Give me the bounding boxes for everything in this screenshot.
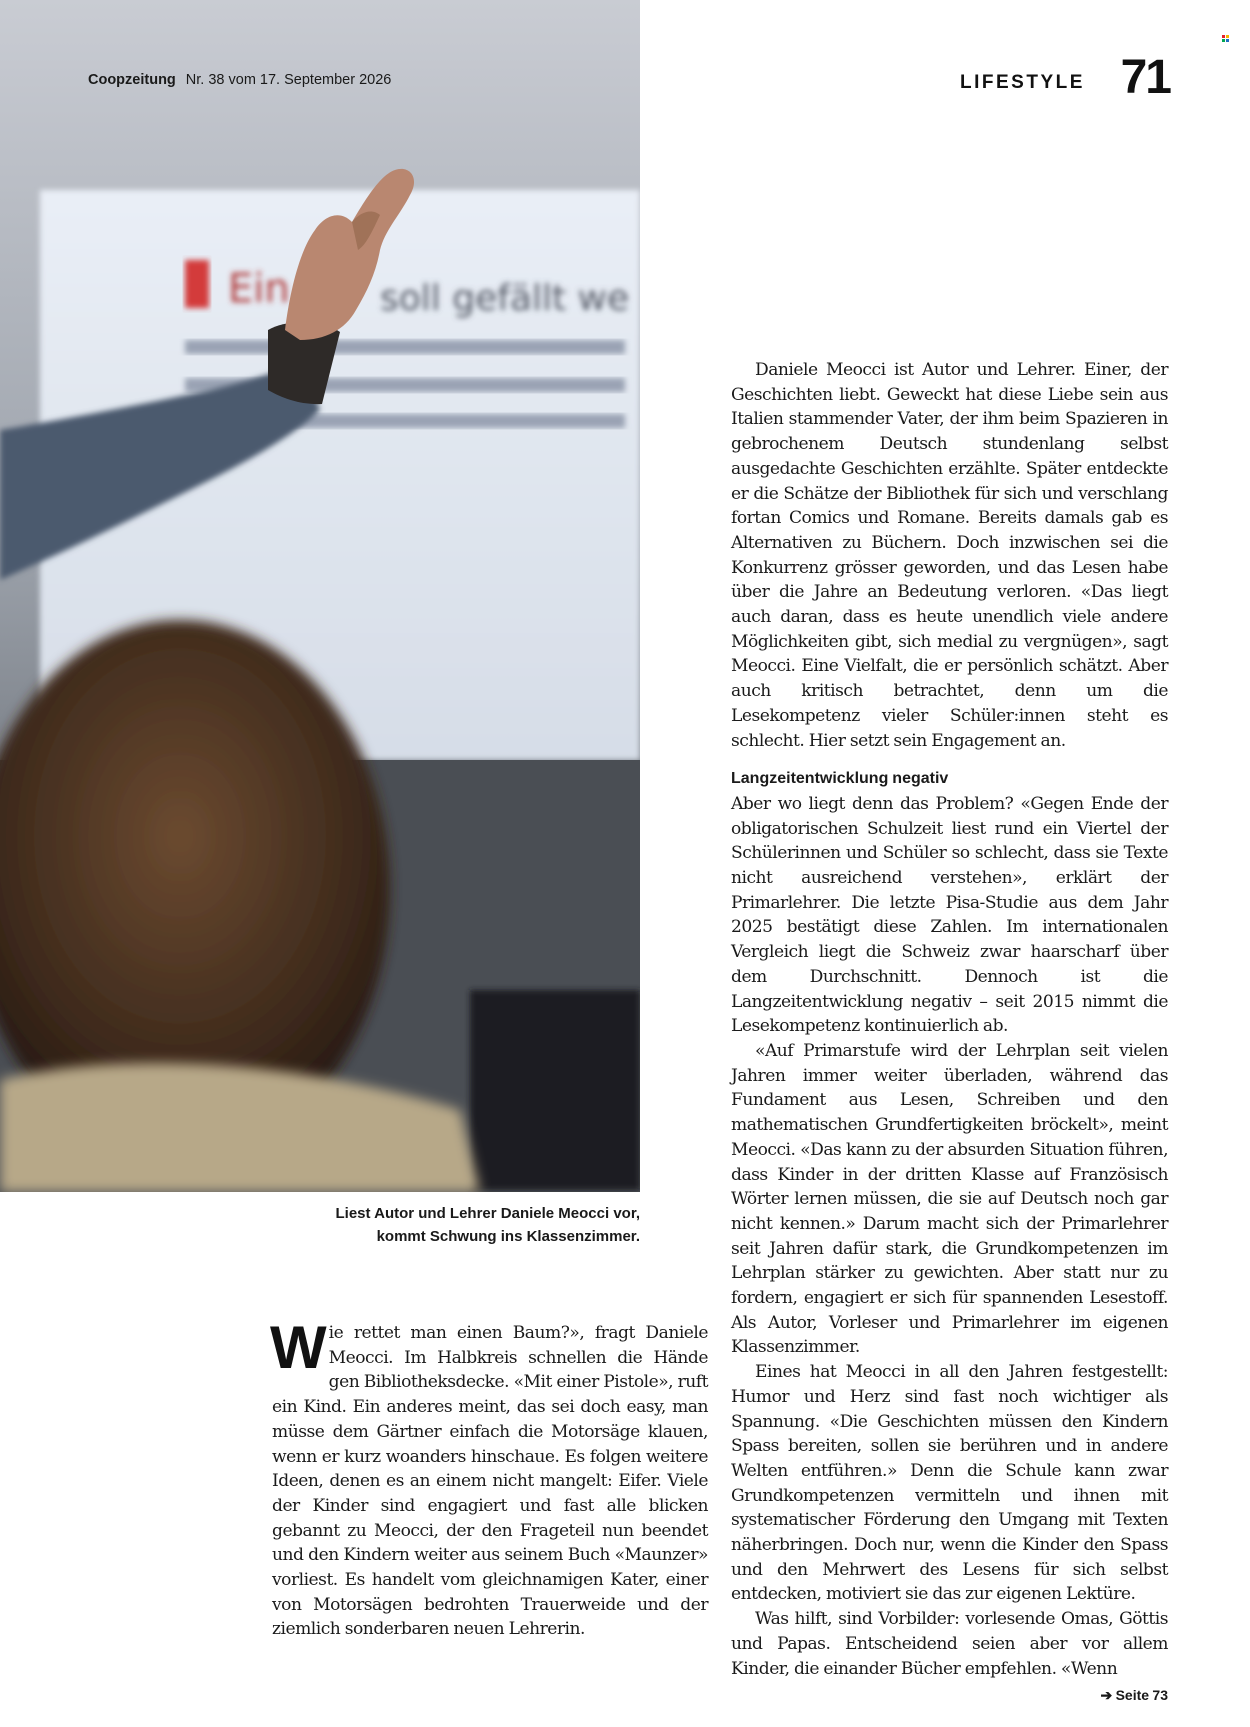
paragraph: Eines hat Meocci in all den Jahren festgestellt: Humor und Herz sind fast noch wichtiger als Spannung. «Die Geschichten müssen den Kindern Spass bereiten, sollen sie berühren und in andere Welten entführen.» Denn die Schule kann zwar Grundkompetenzen vermitteln und ihnen mit systematischer Förderung den Umgang mit Texten näherbringen. Doch nur, wenn die Kinder den Spass und den Mehrwert des Lesens für sich selbst entdecken, motiviert sie das zur eigenen Lektüre. [731, 1362, 1168, 1605]
article-intro [270, 1314, 708, 1642]
paragraph: Daniele Meocci ist Autor und Lehrer. Einer, der Geschichten liebt. Geweckt hat diese Liebe sein aus Italien stammender Vater, der ihm beim Spazieren in gebrochenem Deutsch stundenlang selbst ausgedachte Geschichten erzählte. Später entdeckte er die Schätze der Bibliothek für sich und verschlang fortan Comics und Romane. Bereits damals gab es Alternativen zu Büchern. Doch inzwischen sei die Konkurrenz grösser geworden, und das Lesen habe über die Jahre an Bedeutung verloren. «Das liegt auch daran, dass es heute unendlich viele andere Möglichkeiten gibt, sich medial zu vergnügen», sagt Meocci. Eine Vielfalt, die er persönlich schätzt. Aber auch kritisch betrachtet, denn um die Lesekompetenz vieler Schüler:innen steht es schlecht. Hier setzt sein Engagement an. [731, 360, 1168, 751]
slide-title-text-2: soll gefällt we [380, 278, 630, 319]
caption-line: Liest Autor und Lehrer Daniele Meocci vor, [335, 1205, 640, 1222]
slide-title-text: Ein [228, 266, 290, 312]
publication-header [88, 72, 391, 88]
section-label: LIFESTYLE [960, 72, 1085, 93]
intro-text: ie rettet man einen Baum?», fragt Daniele Meocci. Im Halbkreis schnellen die Hände gen Bibliotheksdecke. «Mit einer Pistole», ruft ein Kind. Ein anderes meint, das sei doch easy, man müsse dem Gärtner einfach die Motorsäge klauen, wenn er kurz woanders hinschaue. Es folgen weitere Ideen, denen es an einem nicht mangelt: Eifer. Viele der Kinder sind engagiert und fast alle blicken gebannt zu Meocci, der den Frageteil nun beendet und den Kindern weiter aus seinem Buch «Maunzer» vorliest. Es handelt vom gleichnamigen Kater, einer von Motorsägen bedrohten Trauerweide und der ziemlich sonderbaren neuen Lehrerin. [272, 1323, 708, 1640]
paragraph: «Auf Primarstufe wird der Lehrplan seit vielen Jahren immer weiter überladen, während das Fundament aus Lesen, Schreiben und den mathematischen Grundfertigkeiten bröckelt», meint Meocci. «Das kann zu der absurden Situation führen, dass Kinder in der dritten Klasse auf Französisch Wörter lernen müssen, die sie auf Deutsch noch gar nicht kennen.» Darum macht sich der Primarlehrer seit Jahren dafür stark, die Grundkompetenzen im Lehrplan stärker zu gewichten. Aber statt nur zu fordern, engagiert er sich für spannenden Lesestoff. Als Autor, Vorleser und Primarlehrer im eigenen Klassenzimmer. [731, 1040, 1168, 1358]
article-photo [0, 0, 640, 1192]
publication-name: Coopzeitung [88, 72, 176, 88]
paragraph-last [731, 1607, 1168, 1704]
issue-info: Nr. 38 vom 17. September 2026 [185, 72, 392, 88]
publisher-logo-icon [1222, 35, 1229, 42]
drop-cap: W [270, 1314, 325, 1381]
classroom-photo [0, 0, 640, 1192]
caption-line: kommt Schwung ins Klassenzimmer. [376, 1228, 640, 1245]
photo-caption [260, 1202, 640, 1248]
continued-link[interactable]: ➔ Seite 73 [1100, 1687, 1168, 1704]
subheading: Langzeitentwicklung negativ [731, 770, 949, 788]
article-column-left [270, 1314, 708, 1642]
page-number: 71 [1120, 51, 1170, 104]
paragraph: Aber wo liegt denn das Problem? «Gegen Ende der obligatorischen Schulzeit liest rund ein Viertel der Schülerinnen und Schüler so schlecht, dass sie Texte nicht ausreichend verstehen», erklärt der Primarlehrer. Die letzte Pisa-Studie aus dem Jahr 2025 bestätigt diese Zahlen. Im internationalen Vergleich liegt die Schweiz zwar haarscharf über dem Durchschnitt. Dennoch ist die Langzeitentwicklung negativ – seit 2015 nimmt die Lesekompetenz kontinuierlich ab. [731, 793, 1168, 1037]
paragraph-text: Was hilft, sind Vorbilder: vorlesende Omas, Göttis und Papas. Entscheidend seien aber vor allem Kinder, die einander Bücher empfehlen. «Wenn [731, 1609, 1168, 1679]
article-column-right [731, 358, 1168, 1708]
